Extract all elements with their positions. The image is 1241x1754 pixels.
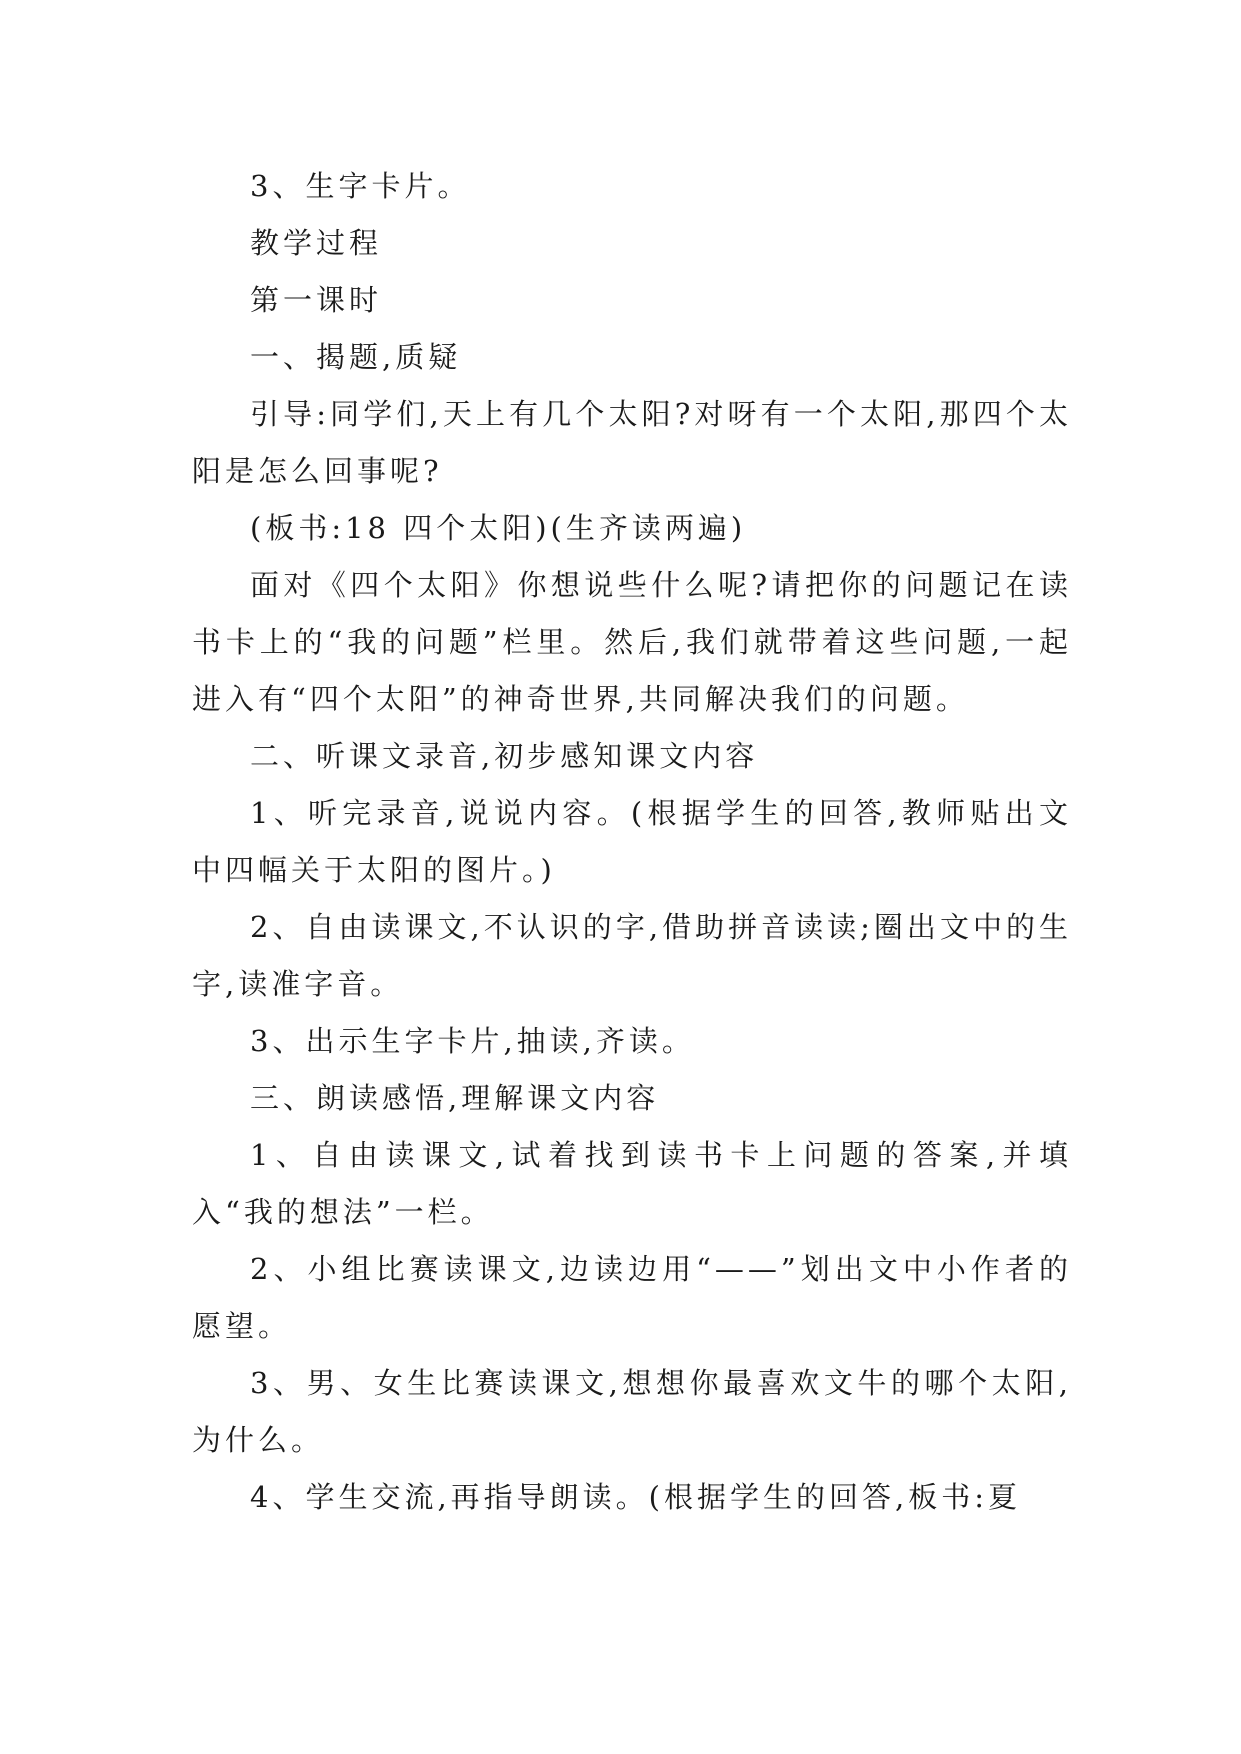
paragraph-questions: 面对《四个太阳》你想说些什么呢?请把你的问题记在读书卡上的“我的问题”栏里。然后,我们就带着这些问题,一起进入有“四个太阳”的神奇世界,共同解决我们的问题。 xyxy=(192,568,1072,716)
paragraph-blackboard: (板书:18 四个太阳)(生齐读两遍) xyxy=(250,511,747,545)
section-heading-3: 三、朗读感悟,理解课文内容 xyxy=(250,1081,660,1115)
paragraph-guide: 引导:同学们,天上有几个太阳?对呀有一个太阳,那四个太阳是怎么回事呢? xyxy=(192,397,1072,488)
document-body xyxy=(192,158,1072,1526)
paragraph-step-3-4: 4、学生交流,再指导朗读。(根据学生的回答,板书:夏 xyxy=(250,1480,1021,1514)
paragraph-step-2-3: 3、出示生字卡片,抽读,齐读。 xyxy=(250,1024,695,1058)
section-heading-1: 一、揭题,质疑 xyxy=(250,340,462,374)
heading-teaching-process: 教学过程 xyxy=(250,226,383,260)
heading-first-lesson: 第一课时 xyxy=(250,283,383,317)
paragraph-materials-item-3: 3、生字卡片。 xyxy=(250,169,471,203)
paragraph-step-3-3: 3、男、女生比赛读课文,想想你最喜欢文牛的哪个太阳,为什么。 xyxy=(192,1366,1072,1457)
paragraph-step-3-2: 2、小组比赛读课文,边读边用“——”划出文中小作者的愿望。 xyxy=(192,1252,1072,1343)
paragraph-step-3-1: 1、自由读课文,试着找到读书卡上问题的答案,并填入“我的想法”一栏。 xyxy=(192,1138,1072,1229)
paragraph-step-2-1: 1、听完录音,说说内容。(根据学生的回答,教师贴出文中四幅关于太阳的图片。) xyxy=(192,796,1072,887)
section-heading-2: 二、听课文录音,初步感知课文内容 xyxy=(250,739,759,773)
paragraph-step-2-2: 2、自由读课文,不认识的字,借助拼音读读;圈出文中的生字,读准字音。 xyxy=(192,910,1072,1001)
